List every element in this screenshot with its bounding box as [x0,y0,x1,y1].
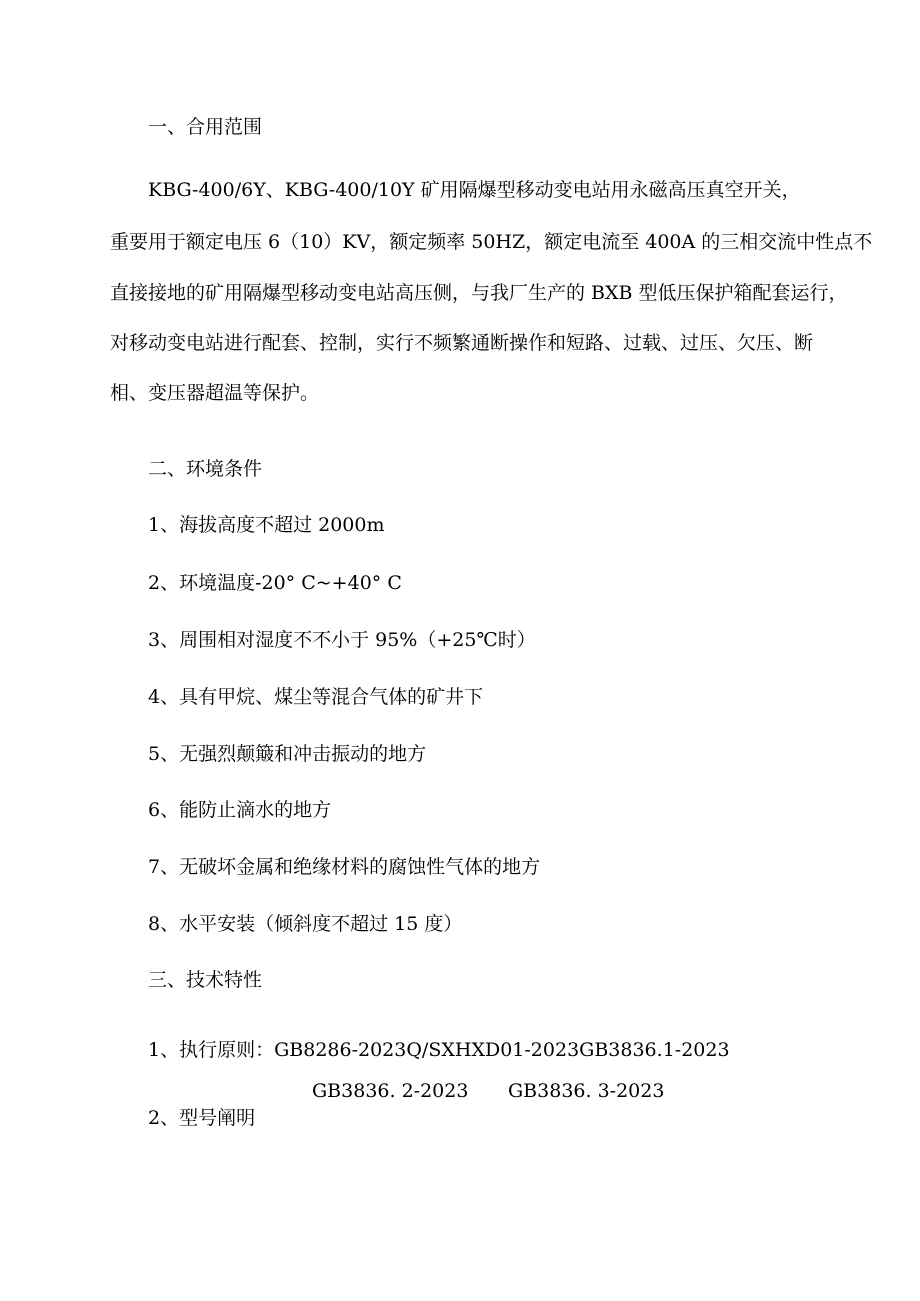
list-item: 4、具有甲烷、煤尘等混合气体的矿井下 [148,686,484,708]
list-item-model: 2、型号阐明 [148,1107,256,1129]
paragraph-line: 相、变压器超温等保护。 [110,382,320,404]
list-item: 6、能防止滴水的地方 [148,799,332,821]
list-item: 3、周围相对湿度不不小于 95%（+25℃时） [148,629,536,651]
list-item-standards: 1、执行原则：GB8286-2023Q/SXHXD01-2023GB3836.1-2023 [148,1039,730,1061]
section-heading-tech: 三、技术特性 [148,969,263,991]
list-item: 7、无破坏金属和绝缘材料的腐蚀性气体的地方 [148,856,541,878]
paragraph-line: 直接接地的矿用隔爆型移动变电站高压侧，与我厂生产的 BXB 型低压保护箱配套运行， [110,282,848,304]
paragraph-line: KBG-400/6Y、KBG-400/10Y 矿用隔爆型移动变电站用永磁高压真空开关， [148,179,801,201]
list-item: 8、水平安装（倾斜度不超过 15 度） [148,913,463,935]
paragraph-line: 对移动变电站进行配套、控制，实行不频繁通断操作和短路、过载、过压、欠压、断 [110,332,814,354]
list-item: 5、无强烈颠簸和冲击振动的地方 [148,743,427,765]
list-item: 1、海拔高度不超过 2000m [148,514,385,536]
list-item: 2、环境温度-20° C~+40° C [148,572,402,594]
section-heading-scope: 一、合用范围 [148,116,263,138]
standard-continuation: GB3836. 3-2023 [508,1080,665,1102]
standard-continuation: GB3836. 2-2023 [312,1080,469,1102]
section-heading-environment: 二、环境条件 [148,458,263,480]
paragraph-line: 重要用于额定电压 6（10）KV，额定频率 50HZ，额定电流至 400A 的三相交流中性点不 [110,231,873,253]
